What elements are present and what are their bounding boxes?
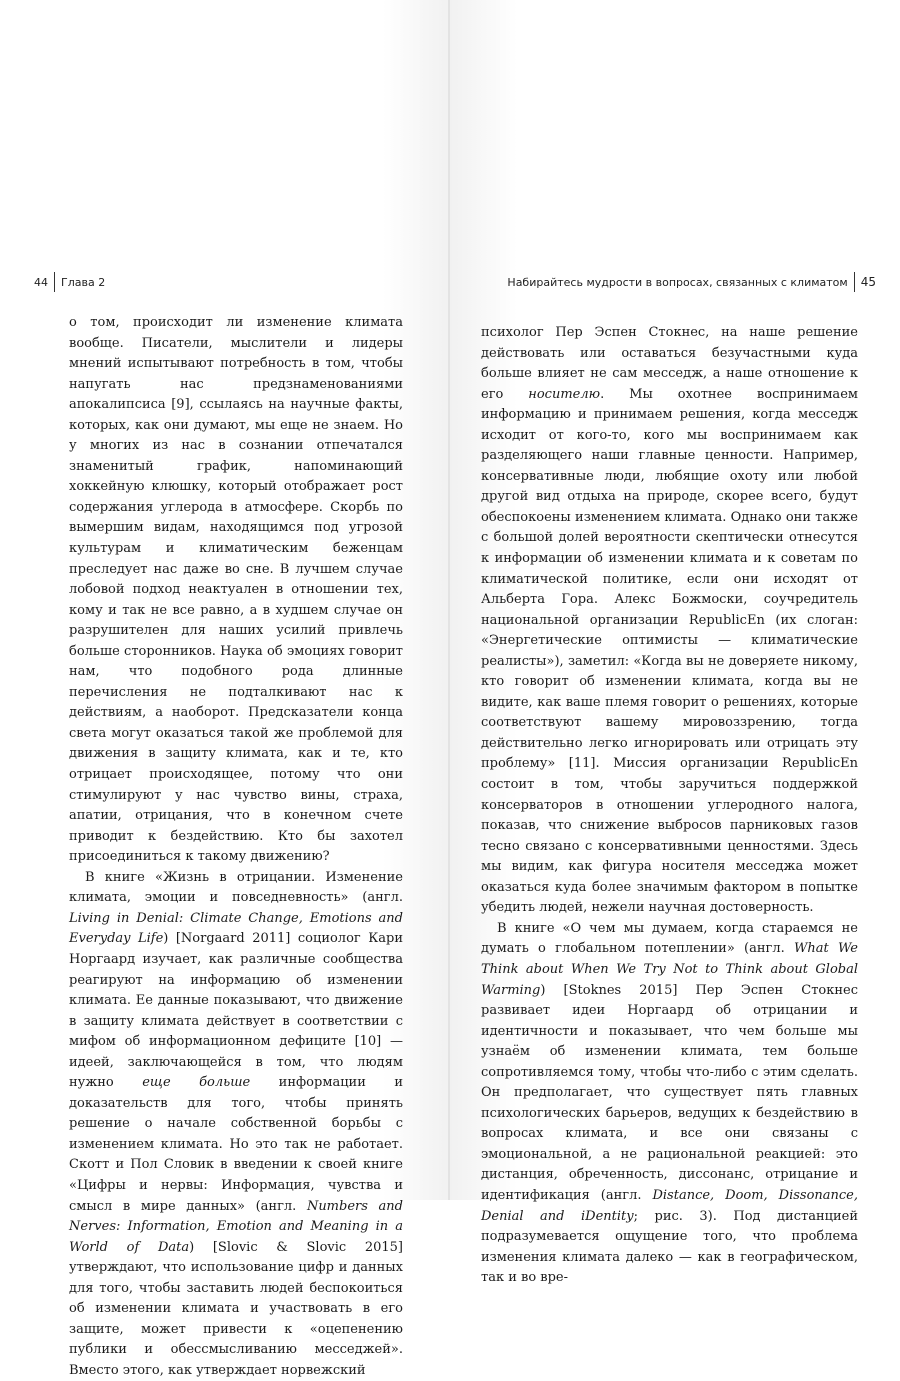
right-text-column bbox=[481, 323, 858, 1289]
page-number-left: 44 bbox=[34, 275, 48, 289]
italic-title: What We Think about When We Try Not to Think about Global Warming bbox=[481, 941, 858, 998]
text-run: ) [Stoknes 2015] Пер Эспен Стокнес развивает идеи Норгаард об отрицании и идентичности и показывает, что чем больше мы узнаём об изменении климата, тем больше сопротивляемся тому, чтобы что-либо с этим сделать. Он предполагает, что существует пять главных психологических барьеров, ведущих к бездействию в вопросах климата, и все они связаны с эмоциональной, а не рациональной реакцией: это дистанция, обреченность, диссонанс, отрицание и идентификация (англ. bbox=[481, 982, 858, 1203]
running-title: Набирайтесь мудрости в вопросах, связанных с климатом bbox=[507, 275, 848, 289]
chapter-label: Глава 2 bbox=[61, 275, 106, 289]
left-page bbox=[0, 0, 450, 1378]
page-number-right: 45 bbox=[860, 275, 876, 289]
text-run: о том, происходит ли изменение климата вообще. Писатели, мыслители и лидеры мнений испытывают потребность в том, чтобы напугать нас предзнаменованиями апокалипсиса [9], ссылаясь на научные факты, которых, как они думают, мы еще не знаем. Но у многих из нас в сознании отпечатался знаменитый график, напоминающий хоккейную клюшку, который отображает рост содержания углерода в атмосфере. Скорбь по вымершим видам, находящимся под угрозой культурам и климатическим беженцам преследует нас даже во сне. В лучшем случае лобовой подход неактуален в отношении тех, кому и так не все равно, а в худшем случае он разрушителен для наших усилий привлечь больше сторонников. Наука об эмоциях говорит нам, что подобного рода длинные перечисления не подталкивают нас к действиям, а наоборот. Предсказатели конца света могут оказаться такой же проблемой для движения в защиту климата, как и те, кто отрицает происходящее, потому что они стимулируют у нас чувство вины, страха, апатии, отрицания, что в конечном счете приводит к бездействию. Кто бы захотел присоединиться к такому движению? bbox=[69, 315, 403, 865]
text-run: ; рис. 3). Под дистанцией подразумевается ощущение того, что проблема изменения климата далеко — как в географическом, так и во вре- bbox=[481, 1208, 858, 1286]
paragraph bbox=[481, 919, 858, 1289]
paragraph bbox=[69, 868, 403, 1381]
italic-title: Living in Denial: Climate Change, Emotions and Everyday Life bbox=[69, 910, 403, 947]
paragraph bbox=[481, 323, 858, 919]
text-run: ) [Norgaard 2011] социолог Кари Норгаард изучает, как различные сообщества реагируют на информацию об изменении климата. Ее данные показывают, что движение в защиту климата действует в соответствии с мифом об информационном дефиците [10] — идеей, заключающейся в том, что людям нужно bbox=[69, 931, 403, 1091]
italic-title: Numbers and Nerves: Information, Emotion and Meaning in a World of Data bbox=[69, 1198, 403, 1255]
text-run: В книге «О чем мы думаем, когда стараемся не думать о глобальном потеплении» (англ. bbox=[481, 920, 858, 957]
text-run: . Мы охотнее воспринимаем информацию и принимаем решения, когда месседж исходит от кого-то, кого мы воспринимаем как разделяющего наши главные ценности. Например, консервативные люди, любящие охоту или любой другой вид отдыха на природе, скорее всего, будут обеспокоены изменением климата. Однако они также с большой долей вероятности скептически отнесутся к информации об изменении климата и к советам по климатической политике, если они исходят от Альберта Гора. Алекс Божмоски, соучредитель национальной организации RepublicEn (их слоган: «Энергетические оптимисты — климатические реалисты»), заметил: «Когда вы не доверяете никому, кто говорит об изменении климата, когда вы не видите, как ваше племя говорит о решениях, которые соответствуют вашему мировоззрению, тогда действительно легко игнорировать или отрицать эту проблему» [11]. Миссия организации RepublicEn состоит в том, чтобы заручиться поддержкой консерваторов в отношении углеродного налога, показав, что снижение выбросов парниковых газов тесно связано с консервативными ценностями. Здесь мы видим, как фигура носителя месседжа может оказаться куда более значимым фактором в попытке убедить людей, нежели научная достоверность. bbox=[481, 386, 858, 916]
header-divider bbox=[854, 272, 855, 292]
text-run: ) [Slovic & Slovic 2015] утверждают, что использование цифр и данных для того, чтобы заставить людей беспокоиться об изменении климата и участвовать в его защите, может привести к «оцепенению публики и обессмысливанию месседжей». Вместо этого, как утверждает норвежский bbox=[69, 1239, 403, 1378]
text-run: информации и доказательств для того, чтобы принять решение о начале собственной борьбы с изменением климата. Но это так не работает. Скотт и Пол Словик в введении к своей книге «Цифры и нервы: Информация, чувства и смысл в мире данных» (англ. bbox=[69, 1075, 404, 1214]
italic-term: Distance, Doom, Dissonance, Denial and iDentity bbox=[481, 1187, 859, 1224]
paragraph bbox=[69, 313, 403, 868]
italic-emphasis: носителю bbox=[528, 386, 601, 402]
right-running-head bbox=[507, 272, 876, 292]
italic-emphasis: еще больше bbox=[142, 1075, 251, 1091]
left-text-column bbox=[69, 313, 403, 1381]
left-running-head bbox=[34, 272, 105, 292]
header-divider bbox=[54, 272, 55, 292]
text-run: психолог Пер Эспен Стокнес, на наше решение действовать или оставаться безучастными куда больше влияет не сам месседж, а наше отношение к его bbox=[481, 325, 858, 402]
text-run: В книге «Жизнь в отрицании. Изменение климата, эмоции и повседневность» (англ. bbox=[69, 869, 403, 906]
